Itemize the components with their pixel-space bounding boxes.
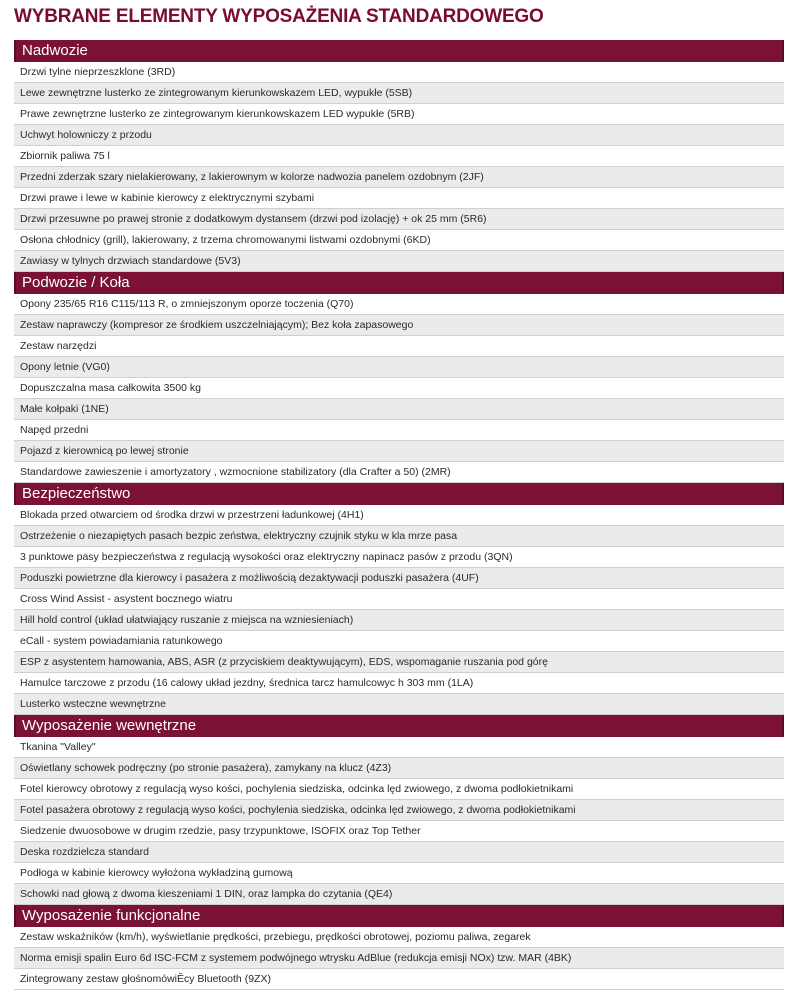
section-header: Nadwozie bbox=[14, 40, 784, 62]
list-item: Pojazd z kierownicą po lewej stronie bbox=[14, 441, 784, 462]
list-item: Napęd przedni bbox=[14, 420, 784, 441]
list-item: Oświetlany schowek podręczny (po stronie pasażera), zamykany na klucz (4Z3) bbox=[14, 758, 784, 779]
list-item: Cross Wind Assist - asystent bocznego wiatru bbox=[14, 589, 784, 610]
section-items bbox=[14, 737, 784, 905]
list-item: Zawiasy w tylnych drzwiach standardowe (5V3) bbox=[14, 251, 784, 272]
section-items bbox=[14, 62, 784, 272]
list-item: Blokada przed otwarciem od środka drzwi w przestrzeni ładunkowej (4H1) bbox=[14, 505, 784, 526]
section-3 bbox=[14, 715, 784, 905]
section-header: Wyposażenie funkcjonalne bbox=[14, 905, 784, 927]
section-header: Bezpieczeństwo bbox=[14, 483, 784, 505]
list-item: 3 punktowe pasy bezpieczeństwa z regulacją wysokości oraz elektryczny napinacz pasów z przodu (3QN) bbox=[14, 547, 784, 568]
list-item: Osłona chłodnicy (grill), lakierowany, z trzema chromowanymi listwami ozdobnymi (6KD) bbox=[14, 230, 784, 251]
list-item: Podłoga w kabinie kierowcy wyłożona wykładziną gumową bbox=[14, 863, 784, 884]
list-item: Zintegrowany zestaw głośnomówiĔcy Bluetooth (9ZX) bbox=[14, 969, 784, 990]
section-1 bbox=[14, 272, 784, 483]
section-4 bbox=[14, 905, 784, 990]
page-title: WYBRANE ELEMENTY WYPOSAŻENIA STANDARDOWEGO bbox=[14, 6, 544, 27]
section-header: Podwozie / Koła bbox=[14, 272, 784, 294]
list-item: Drzwi prawe i lewe w kabinie kierowcy z elektrycznymi szybami bbox=[14, 188, 784, 209]
list-item: Schowki nad głową z dwoma kieszeniami 1 DIN, oraz lampka do czytania (QE4) bbox=[14, 884, 784, 905]
list-item: Drzwi przesuwne po prawej stronie z dodatkowym dystansem (drzwi pod izolację) + ok 25 mm (5R6) bbox=[14, 209, 784, 230]
list-item: Drzwi tylne nieprzeszklone (3RD) bbox=[14, 62, 784, 83]
equipment-list bbox=[14, 40, 784, 990]
list-item: Zestaw naprawczy (kompresor ze środkiem uszczelniającym); Bez koła zapasowego bbox=[14, 315, 784, 336]
list-item: Opony 235/65 R16 C115/113 R, o zmniejszonym oporze toczenia (Q70) bbox=[14, 294, 784, 315]
list-item: Fotel pasażera obrotowy z regulacją wyso kości, pochylenia siedziska, odcinka lęd zwiowego, z dwoma podłokietnikami bbox=[14, 800, 784, 821]
list-item: Hamulce tarczowe z przodu (16 calowy układ jezdny, średnica tarcz hamulcowyc h 303 mm (1LA) bbox=[14, 673, 784, 694]
section-items bbox=[14, 294, 784, 483]
list-item: Poduszki powietrzne dla kierowcy i pasażera z możliwością dezaktywacji poduszki pasażera (4UF) bbox=[14, 568, 784, 589]
section-2 bbox=[14, 483, 784, 715]
list-item: Norma emisji spalin Euro 6d ISC-FCM z systemem podwójnego wtrysku AdBlue (redukcja emisji NOx) tzw. MAR (4BK) bbox=[14, 948, 784, 969]
list-item: ESP z asystentem hamowania, ABS, ASR (z przyciskiem deaktywującym), EDS, wspomaganie ruszania pod górę bbox=[14, 652, 784, 673]
list-item: Siedzenie dwuosobowe w drugim rzedzie, pasy trzypunktowe, ISOFIX oraz Top Tether bbox=[14, 821, 784, 842]
list-item: Lewe zewnętrzne lusterko ze zintegrowanym kierunkowskazem LED, wypukłe (5SB) bbox=[14, 83, 784, 104]
section-header: Wyposażenie wewnętrzne bbox=[14, 715, 784, 737]
list-item: Małe kołpaki (1NE) bbox=[14, 399, 784, 420]
list-item: eCall - system powiadamiania ratunkowego bbox=[14, 631, 784, 652]
list-item: Tkanina "Valley" bbox=[14, 737, 784, 758]
list-item: Deska rozdzielcza standard bbox=[14, 842, 784, 863]
section-0 bbox=[14, 40, 784, 272]
list-item: Standardowe zawieszenie i amortyzatory , wzmocnione stabilizatory (dla Crafter a 50) (2MR) bbox=[14, 462, 784, 483]
list-item: Lusterko wsteczne wewnętrzne bbox=[14, 694, 784, 715]
list-item: Prawe zewnętrzne lusterko ze zintegrowanym kierunkowskazem LED wypukłe (5RB) bbox=[14, 104, 784, 125]
list-item: Fotel kierowcy obrotowy z regulacją wyso kości, pochylenia siedziska, odcinka lęd zwiowego, z dwoma podłokietnikami bbox=[14, 779, 784, 800]
list-item: Zestaw wskaźników (km/h), wyświetlanie prędkości, przebiegu, prędkości obrotowej, poziomu paliwa, zegarek bbox=[14, 927, 784, 948]
list-item: Przedni zderzak szary nielakierowany, z lakierownym w kolorze nadwozia panelem ozdobnym (2JF) bbox=[14, 167, 784, 188]
list-item: Zestaw narzędzi bbox=[14, 336, 784, 357]
section-items bbox=[14, 505, 784, 715]
list-item: Hill hold control (układ ułatwiający ruszanie z miejsca na wzniesieniach) bbox=[14, 610, 784, 631]
list-item: Dopuszczalna masa całkowita 3500 kg bbox=[14, 378, 784, 399]
list-item: Uchwyt holowniczy z przodu bbox=[14, 125, 784, 146]
list-item: Ostrzeżenie o niezapiętych pasach bezpic zeństwa, elektryczny czujnik styku w kla mrze pasa bbox=[14, 526, 784, 547]
list-item: Opony letnie (VG0) bbox=[14, 357, 784, 378]
list-item: Zbiornik paliwa 75 l bbox=[14, 146, 784, 167]
section-items bbox=[14, 927, 784, 990]
